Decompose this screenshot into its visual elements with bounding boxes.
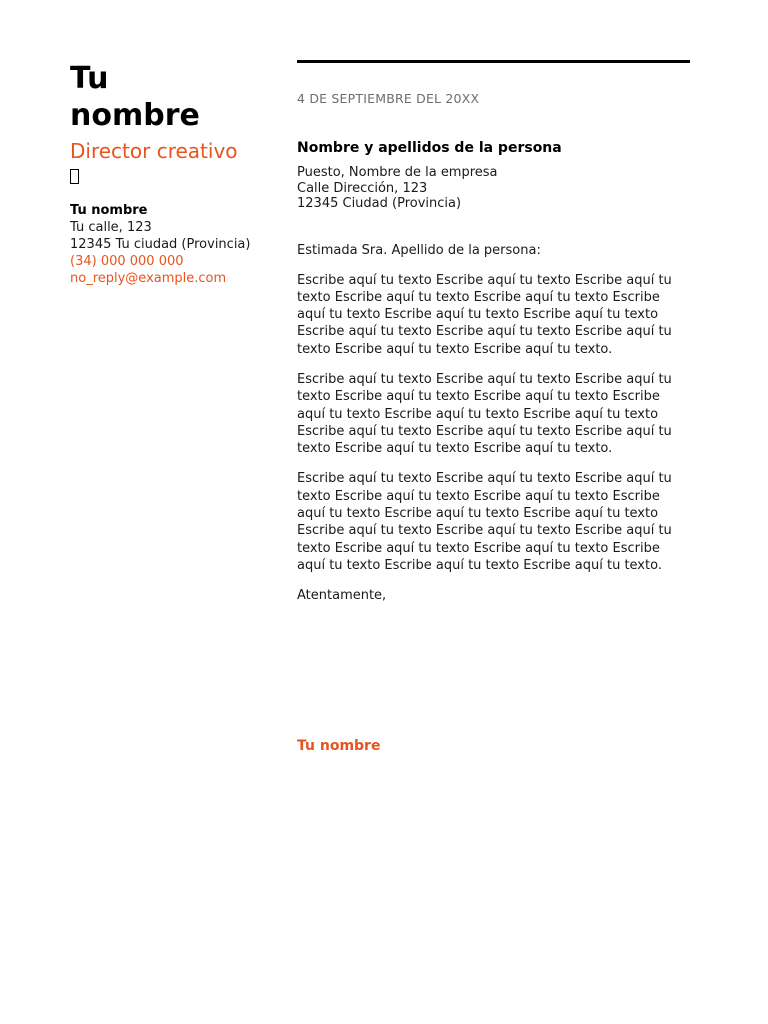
recipient-name: Nombre y apellidos de la persona [297,140,562,156]
letter-body [297,60,690,754]
recipient-address-block [297,165,690,212]
sender-role: Director creativo [70,139,238,163]
recipient-city: 12345 Ciudad (Provincia) [297,196,462,211]
sender-name-heading [70,60,270,134]
salutation: Estimada Sra. Apellido de la persona: [297,242,541,258]
placeholder-glyph-icon [70,164,270,188]
body-paragraph: Escribe aquí tu texto Escribe aquí tu texto Escribe aquí tu texto Escribe aquí tu texto Escribe aquí tu texto Escribe aquí tu texto Escribe aquí tu texto Escribe aquí tu texto Escribe aquí tu texto Escribe aquí tu texto Escribe aquí tu texto Escribe aquí tu texto Escribe aquí tu texto. [297,371,672,457]
body-paragraph: Escribe aquí tu texto Escribe aquí tu texto Escribe aquí tu texto Escribe aquí tu texto Escribe aquí tu texto Escribe aquí tu texto Escribe aquí tu texto Escribe aquí tu texto Escribe aquí tu texto Escribe aquí tu texto Escribe aquí tu texto Escribe aquí tu texto Escribe aquí tu texto Escribe aquí tu texto Escribe aquí tu texto Escribe aquí tu texto. [297,471,672,573]
sender-phone[interactable]: (34) 000 000 000 [70,254,184,269]
sender-name-line2: nombre [70,98,200,133]
closing: Atentamente, [297,588,387,604]
sender-street: Tu calle, 123 [70,220,152,235]
top-divider [297,60,690,63]
sender-email[interactable]: no_reply@example.com [70,271,227,286]
sender-city: 12345 Tu ciudad (Provincia) [70,237,251,252]
sender-name-line1: Tu [70,61,109,96]
recipient-position: Puesto, Nombre de la empresa [297,165,498,180]
letter-date: 4 DE SEPTIEMBRE DEL 20XX [297,91,480,106]
sender-contact-block [70,202,270,287]
sender-sidebar [70,60,270,287]
signature-name: Tu nombre [297,738,381,754]
body-paragraph: Escribe aquí tu texto Escribe aquí tu texto Escribe aquí tu texto Escribe aquí tu texto Escribe aquí tu texto Escribe aquí tu texto Escribe aquí tu texto Escribe aquí tu texto Escribe aquí tu texto Escribe aquí tu texto Escribe aquí tu texto Escribe aquí tu texto Escribe aquí tu texto. [297,272,672,357]
sender-contact-name: Tu nombre [70,203,148,218]
recipient-street: Calle Dirección, 123 [297,180,428,196]
